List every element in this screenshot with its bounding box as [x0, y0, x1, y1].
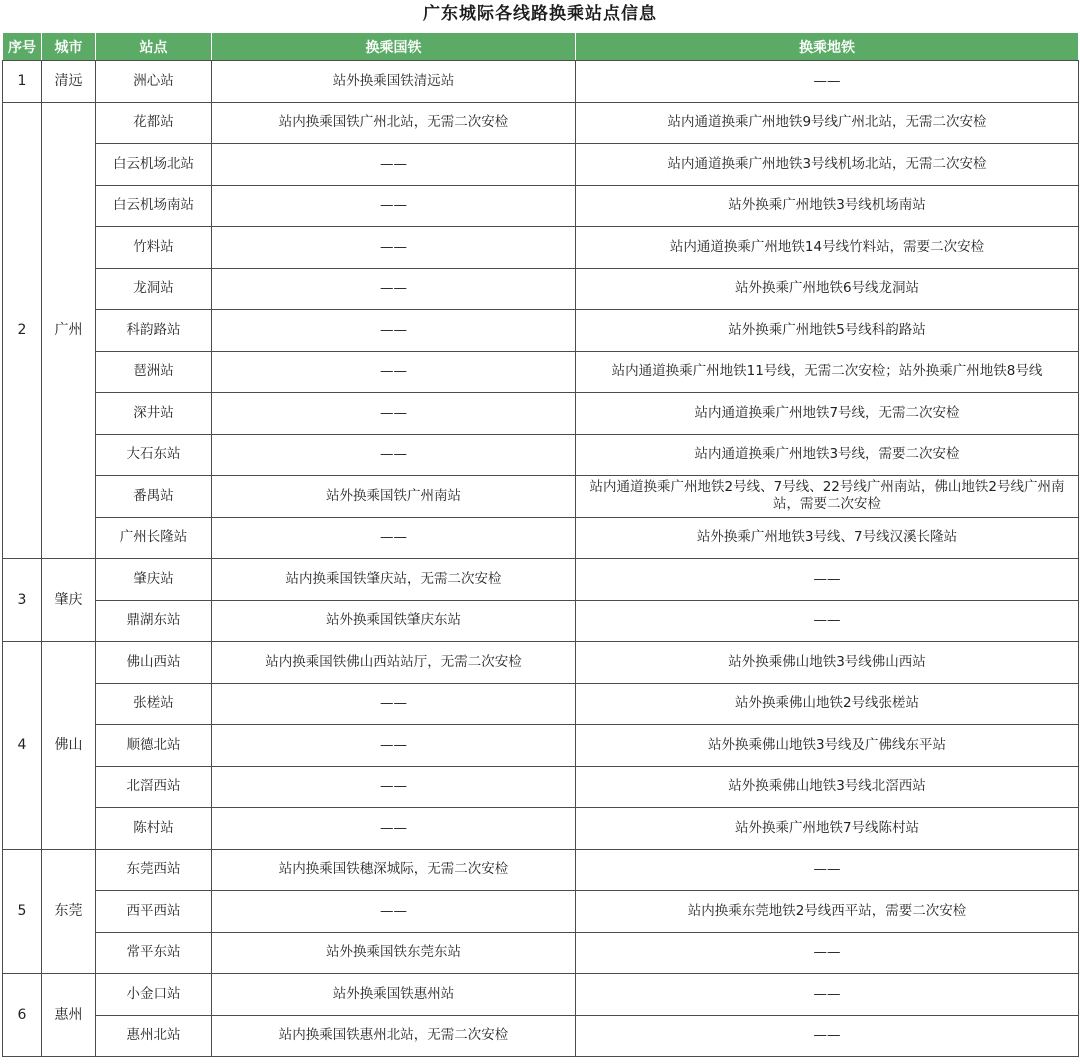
- station-name: 肇庆站: [96, 559, 212, 601]
- metro-transfer-info: 站内通道换乘广州地铁11号线，无需二次安检；站外换乘广州地铁8号线: [576, 351, 1079, 393]
- metro-transfer-info: ——: [576, 1015, 1079, 1057]
- station-name: 小金口站: [96, 974, 212, 1016]
- rail-transfer-info: 站内换乘国铁广州北站，无需二次安检: [212, 102, 576, 144]
- rail-transfer-info: ——: [212, 227, 576, 269]
- city-name: 佛山: [42, 642, 96, 850]
- metro-transfer-info: 站内通道换乘广州地铁3号线机场北站，无需二次安检: [576, 144, 1079, 186]
- table-row: [3, 849, 1079, 891]
- station-name: 番禺站: [96, 476, 212, 518]
- table-row: [3, 185, 1079, 227]
- metro-transfer-info: 站外换乘佛山地铁3号线北滘西站: [576, 766, 1079, 808]
- city-name: 清远: [42, 61, 96, 103]
- rail-transfer-info: 站内换乘国铁肇庆站，无需二次安检: [212, 559, 576, 601]
- group-number: 4: [3, 642, 42, 850]
- table-row: [3, 268, 1079, 310]
- station-name: 张槎站: [96, 683, 212, 725]
- rail-transfer-info: 站外换乘国铁广州南站: [212, 476, 576, 518]
- rail-transfer-info: 站内换乘国铁惠州北站，无需二次安检: [212, 1015, 576, 1057]
- table-row: [3, 600, 1079, 642]
- station-name: 白云机场南站: [96, 185, 212, 227]
- station-name: 广州长隆站: [96, 517, 212, 559]
- table-row: [3, 227, 1079, 269]
- station-name: 常平东站: [96, 932, 212, 974]
- city-name: 广州: [42, 102, 96, 559]
- group-number: 5: [3, 849, 42, 974]
- metro-transfer-info: 站外换乘广州地铁6号线龙洞站: [576, 268, 1079, 310]
- metro-transfer-info: ——: [576, 849, 1079, 891]
- col-header-city: 城市: [42, 33, 96, 61]
- station-name: 大石东站: [96, 434, 212, 476]
- table-header: [3, 33, 1079, 61]
- metro-transfer-info: 站外换乘佛山地铁3号线及广佛线东平站: [576, 725, 1079, 767]
- rail-transfer-info: ——: [212, 766, 576, 808]
- station-name: 竹料站: [96, 227, 212, 269]
- station-name: 佛山西站: [96, 642, 212, 684]
- table-row: [3, 310, 1079, 352]
- rail-transfer-info: ——: [212, 683, 576, 725]
- rail-transfer-info: ——: [212, 144, 576, 186]
- metro-transfer-info: 站内通道换乘广州地铁14号线竹料站，需要二次安检: [576, 227, 1079, 269]
- group-number: 6: [3, 974, 42, 1057]
- rail-transfer-info: 站内换乘国铁佛山西站站厅，无需二次安检: [212, 642, 576, 684]
- metro-transfer-info: 站外换乘广州地铁3号线机场南站: [576, 185, 1079, 227]
- table-row: [3, 102, 1079, 144]
- metro-transfer-info: ——: [576, 559, 1079, 601]
- station-name: 东莞西站: [96, 849, 212, 891]
- table-row: [3, 808, 1079, 850]
- station-name: 北滘西站: [96, 766, 212, 808]
- rail-transfer-info: 站内换乘国铁穗深城际，无需二次安检: [212, 849, 576, 891]
- table-row: [3, 932, 1079, 974]
- station-name: 白云机场北站: [96, 144, 212, 186]
- metro-transfer-info: ——: [576, 932, 1079, 974]
- metro-transfer-info: 站内通道换乘广州地铁9号线广州北站，无需二次安检: [576, 102, 1079, 144]
- station-name: 惠州北站: [96, 1015, 212, 1057]
- table-row: [3, 517, 1079, 559]
- table-row: [3, 683, 1079, 725]
- rail-transfer-info: 站外换乘国铁惠州站: [212, 974, 576, 1016]
- rail-transfer-info: ——: [212, 185, 576, 227]
- metro-transfer-info: 站外换乘佛山地铁2号线张槎站: [576, 683, 1079, 725]
- station-name: 西平西站: [96, 891, 212, 933]
- table-row: [3, 559, 1079, 601]
- station-name: 龙洞站: [96, 268, 212, 310]
- city-name: 惠州: [42, 974, 96, 1057]
- station-name: 深井站: [96, 393, 212, 435]
- station-name: 科韵路站: [96, 310, 212, 352]
- station-name: 顺德北站: [96, 725, 212, 767]
- transfer-table: [2, 32, 1079, 1057]
- station-name: 陈村站: [96, 808, 212, 850]
- city-name: 东莞: [42, 849, 96, 974]
- group-number: 2: [3, 102, 42, 559]
- rail-transfer-info: 站外换乘国铁清远站: [212, 61, 576, 103]
- metro-transfer-info: 站外换乘广州地铁7号线陈村站: [576, 808, 1079, 850]
- col-header-no: 序号: [3, 33, 42, 61]
- station-name: 洲心站: [96, 61, 212, 103]
- metro-transfer-info: 站内通道换乘广州地铁3号线，需要二次安检: [576, 434, 1079, 476]
- table-row: [3, 766, 1079, 808]
- metro-transfer-info: 站内通道换乘广州地铁2号线、7号线、22号线广州南站，佛山地铁2号线广州南站，需要二次安检: [576, 476, 1079, 518]
- rail-transfer-info: 站外换乘国铁肇庆东站: [212, 600, 576, 642]
- table-row: [3, 891, 1079, 933]
- group-number: 1: [3, 61, 42, 103]
- col-header-rail: 换乘国铁: [212, 33, 576, 61]
- header-row: [3, 33, 1079, 61]
- table-row: [3, 434, 1079, 476]
- table-row: [3, 144, 1079, 186]
- rail-transfer-info: ——: [212, 310, 576, 352]
- table-row: [3, 61, 1079, 103]
- table-row: [3, 393, 1079, 435]
- metro-transfer-info: ——: [576, 61, 1079, 103]
- city-name: 肇庆: [42, 559, 96, 642]
- col-header-metro: 换乘地铁: [576, 33, 1079, 61]
- rail-transfer-info: ——: [212, 351, 576, 393]
- table-row: [3, 974, 1079, 1016]
- table-row: [3, 725, 1079, 767]
- rail-transfer-info: ——: [212, 393, 576, 435]
- metro-transfer-info: 站内换乘东莞地铁2号线西平站，需要二次安检: [576, 891, 1079, 933]
- metro-transfer-info: 站内通道换乘广州地铁7号线，无需二次安检: [576, 393, 1079, 435]
- metro-transfer-info: 站外换乘广州地铁5号线科韵路站: [576, 310, 1079, 352]
- station-name: 花都站: [96, 102, 212, 144]
- col-header-station: 站点: [96, 33, 212, 61]
- rail-transfer-info: 站外换乘国铁东莞东站: [212, 932, 576, 974]
- table-row: [3, 1015, 1079, 1057]
- station-name: 鼎湖东站: [96, 600, 212, 642]
- table-row: [3, 476, 1079, 518]
- station-name: 琶洲站: [96, 351, 212, 393]
- metro-transfer-info: 站外换乘佛山地铁3号线佛山西站: [576, 642, 1079, 684]
- table-body: [3, 61, 1079, 1057]
- rail-transfer-info: ——: [212, 808, 576, 850]
- rail-transfer-info: ——: [212, 517, 576, 559]
- rail-transfer-info: ——: [212, 434, 576, 476]
- page-title: 广东城际各线路换乘站点信息: [423, 4, 657, 24]
- rail-transfer-info: ——: [212, 268, 576, 310]
- table-row: [3, 351, 1079, 393]
- rail-transfer-info: ——: [212, 725, 576, 767]
- group-number: 3: [3, 559, 42, 642]
- metro-transfer-info: 站外换乘广州地铁3号线、7号线汉溪长隆站: [576, 517, 1079, 559]
- metro-transfer-info: ——: [576, 600, 1079, 642]
- table-row: [3, 642, 1079, 684]
- metro-transfer-info: ——: [576, 974, 1079, 1016]
- rail-transfer-info: ——: [212, 891, 576, 933]
